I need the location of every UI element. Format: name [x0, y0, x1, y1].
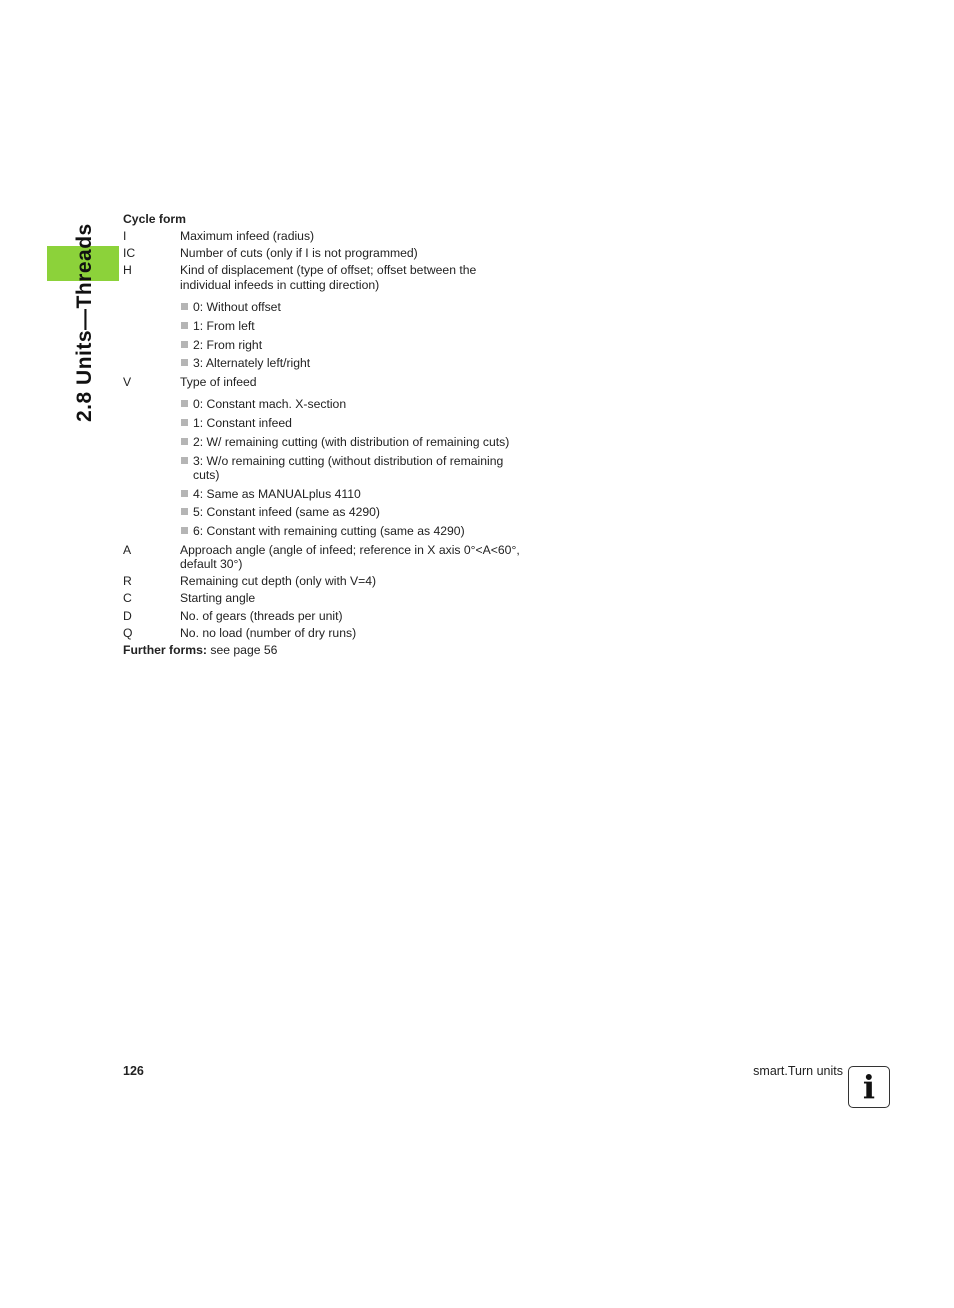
bullet-square-icon	[181, 527, 188, 534]
param-description: Kind of displacement (type of offset; offset between the individual infeeds in cutting direction)	[180, 263, 477, 292]
option-text: 6: Constant with remaining cutting (same as 4290)	[193, 524, 465, 539]
param-description: Approach angle (angle of infeed; reference in X axis 0°<A<60°, default 30°)	[180, 542, 520, 572]
list-item	[180, 416, 523, 431]
param-code: C	[123, 591, 132, 606]
param-row	[123, 229, 523, 244]
param-description: Starting angle	[180, 591, 256, 606]
further-forms	[123, 643, 523, 658]
list-item	[180, 356, 523, 371]
bullet-square-icon	[181, 359, 188, 366]
option-text: 3: W/o remaining cutting (without distribution of remaining cuts)	[193, 453, 504, 482]
param-row	[123, 591, 523, 606]
option-text: 0: Constant mach. X-section	[193, 397, 347, 412]
param-code: I	[123, 229, 127, 243]
param-code: IC	[123, 246, 136, 261]
bullet-square-icon	[181, 419, 188, 426]
option-text: 3: Alternately left/right	[193, 356, 311, 371]
list-item	[180, 454, 523, 483]
page-number: 126	[123, 1064, 144, 1078]
param-row	[123, 246, 523, 261]
list-item	[180, 524, 523, 539]
option-text: 4: Same as MANUALplus 4110	[193, 486, 361, 501]
bullet-square-icon	[181, 341, 188, 348]
bullet-square-icon	[181, 400, 188, 407]
param-code: A	[123, 542, 132, 557]
option-text: 1: Constant infeed	[193, 416, 292, 431]
param-row	[123, 574, 523, 589]
bullet-square-icon	[181, 322, 188, 329]
param-description: Number of cuts (only if I is not programmed)	[180, 246, 418, 261]
info-icon	[848, 1066, 890, 1108]
param-code: H	[123, 263, 132, 278]
cycle-form-section	[123, 212, 523, 657]
section-heading: Cycle form	[123, 212, 186, 226]
bullet-square-icon	[181, 508, 188, 515]
bullet-square-icon	[181, 490, 188, 497]
list-item	[180, 487, 523, 502]
param-description: Remaining cut depth (only with V=4)	[180, 574, 377, 589]
list-item	[180, 319, 523, 334]
list-item	[180, 435, 523, 450]
option-text: 5: Constant infeed (same as 4290)	[193, 505, 380, 520]
further-forms-label: Further forms:	[123, 642, 207, 657]
bullet-square-icon	[181, 438, 188, 445]
option-text: 2: W/ remaining cutting (with distribution of remaining cuts)	[193, 434, 510, 449]
param-code: D	[123, 608, 132, 623]
list-item	[180, 397, 523, 412]
param-row	[123, 626, 523, 641]
param-code: Q	[123, 625, 133, 640]
list-item	[180, 505, 523, 520]
bullet-square-icon	[181, 303, 188, 310]
param-description: Type of infeed	[180, 374, 257, 389]
param-row	[123, 609, 523, 624]
param-row	[123, 263, 523, 292]
param-code: R	[123, 574, 132, 589]
param-row	[123, 543, 523, 572]
option-text: 1: From left	[193, 318, 255, 333]
param-description: No. no load (number of dry runs)	[180, 625, 357, 640]
bullet-square-icon	[181, 457, 188, 464]
param-description: Maximum infeed (radius)	[180, 229, 315, 243]
list-item	[180, 300, 523, 315]
info-icon-glyph: i	[862, 1068, 876, 1106]
option-text: 0: Without offset	[193, 300, 281, 315]
param-row	[123, 375, 523, 390]
footer-title: smart.Turn units	[753, 1064, 843, 1078]
option-text: 2: From right	[193, 337, 263, 352]
param-description: No. of gears (threads per unit)	[180, 608, 343, 623]
param-code: V	[123, 374, 132, 389]
list-item	[180, 338, 523, 353]
chapter-side-title: 2.8 Units—Threads	[73, 223, 96, 422]
further-forms-reference: see page 56	[206, 642, 278, 657]
